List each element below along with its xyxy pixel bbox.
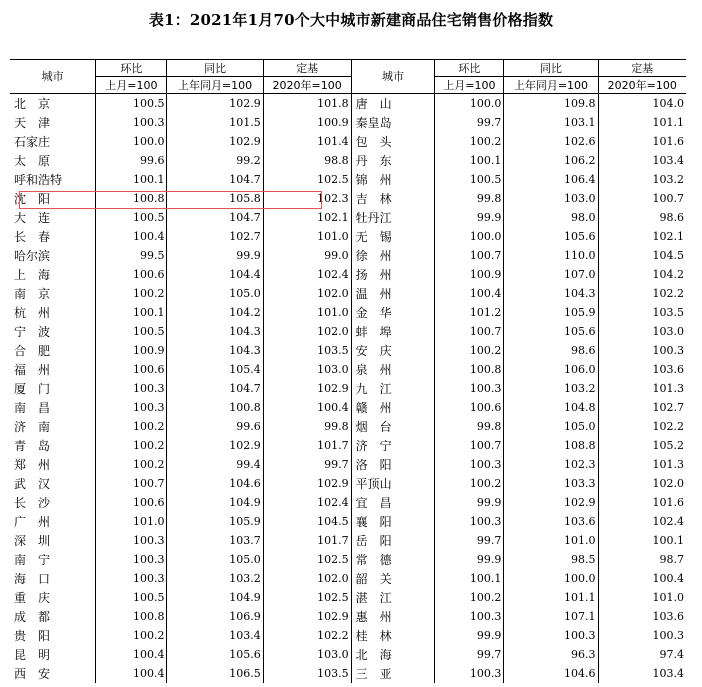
value-base-left: 103.0 bbox=[263, 645, 351, 664]
table-row bbox=[10, 417, 686, 436]
value-base-left: 104.5 bbox=[263, 512, 351, 531]
value-base-left: 102.5 bbox=[263, 170, 351, 189]
value-yoy-left: 99.9 bbox=[167, 246, 263, 265]
value-mom-left: 100.3 bbox=[96, 531, 167, 550]
value-mom-right: 99.9 bbox=[435, 208, 504, 227]
value-mom-left: 100.3 bbox=[96, 569, 167, 588]
value-base-right: 103.5 bbox=[598, 303, 686, 322]
value-mom-right: 100.2 bbox=[435, 588, 504, 607]
city-name-left: 厦 门 bbox=[14, 381, 51, 396]
value-mom-left: 100.3 bbox=[96, 398, 167, 417]
value-yoy-right: 105.6 bbox=[504, 227, 598, 246]
table-row bbox=[10, 265, 686, 284]
value-base-right: 103.4 bbox=[598, 664, 686, 683]
value-base-right: 100.3 bbox=[598, 626, 686, 645]
table-row bbox=[10, 341, 686, 360]
city-name-left: 福 州 bbox=[14, 362, 51, 377]
city-name-left: 成 都 bbox=[14, 609, 51, 624]
value-base-left: 102.1 bbox=[263, 208, 351, 227]
value-base-right: 101.6 bbox=[598, 493, 686, 512]
value-base-left: 99.8 bbox=[263, 417, 351, 436]
price-index-table bbox=[10, 59, 686, 683]
city-name-left: 南 昌 bbox=[14, 400, 51, 415]
city-name-left: 昆 明 bbox=[14, 647, 51, 662]
value-mom-right: 99.7 bbox=[435, 113, 504, 132]
city-name-right: 唐 山 bbox=[351, 94, 435, 114]
header-yoy-sub-left: 上年同月=100 bbox=[167, 77, 263, 94]
value-base-left: 99.0 bbox=[263, 246, 351, 265]
value-mom-left: 100.5 bbox=[96, 94, 167, 114]
table-row bbox=[10, 284, 686, 303]
city-name-right: 惠 州 bbox=[351, 607, 435, 626]
city-name-left: 大 连 bbox=[14, 210, 51, 225]
value-yoy-right: 108.8 bbox=[504, 436, 598, 455]
city-name-right: 九 江 bbox=[351, 379, 435, 398]
value-base-left: 102.3 bbox=[263, 189, 351, 208]
value-mom-right: 99.9 bbox=[435, 626, 504, 645]
value-base-left: 101.7 bbox=[263, 436, 351, 455]
table-row bbox=[10, 322, 686, 341]
value-base-right: 101.3 bbox=[598, 379, 686, 398]
value-base-right: 100.7 bbox=[598, 189, 686, 208]
value-yoy-left: 105.0 bbox=[167, 550, 263, 569]
value-base-right: 102.0 bbox=[598, 474, 686, 493]
city-name-right: 赣 州 bbox=[351, 398, 435, 417]
value-base-right: 103.6 bbox=[598, 360, 686, 379]
table-row bbox=[10, 94, 686, 114]
table-title: 表1：2021年1月70个大中城市新建商品住宅销售价格指数 bbox=[148, 11, 554, 29]
value-yoy-left: 105.0 bbox=[167, 284, 263, 303]
city-name-left: 宁 波 bbox=[14, 324, 51, 339]
value-base-right: 104.0 bbox=[598, 94, 686, 114]
value-base-right: 102.1 bbox=[598, 227, 686, 246]
value-yoy-left: 102.9 bbox=[167, 436, 263, 455]
city-name-left: 石家庄 bbox=[14, 134, 51, 149]
value-mom-left: 99.6 bbox=[96, 151, 167, 170]
table-row bbox=[10, 664, 686, 683]
value-mom-left: 100.2 bbox=[96, 417, 167, 436]
value-base-left: 103.5 bbox=[263, 341, 351, 360]
value-mom-left: 100.4 bbox=[96, 227, 167, 246]
city-name-right: 常 德 bbox=[351, 550, 435, 569]
city-name-left: 沈 阳 bbox=[14, 191, 51, 206]
value-yoy-left: 104.6 bbox=[167, 474, 263, 493]
value-mom-right: 100.3 bbox=[435, 379, 504, 398]
value-mom-left: 100.6 bbox=[96, 360, 167, 379]
header-mom-sub-left: 上月=100 bbox=[96, 77, 167, 94]
city-name-left: 长 春 bbox=[14, 229, 51, 244]
value-yoy-left: 104.7 bbox=[167, 170, 263, 189]
city-name-right: 三 亚 bbox=[351, 664, 435, 683]
table-row bbox=[10, 379, 686, 398]
value-base-left: 102.0 bbox=[263, 569, 351, 588]
value-base-left: 98.8 bbox=[263, 151, 351, 170]
value-mom-left: 100.4 bbox=[96, 645, 167, 664]
value-yoy-right: 106.4 bbox=[504, 170, 598, 189]
value-yoy-left: 104.7 bbox=[167, 379, 263, 398]
value-yoy-left: 105.8 bbox=[167, 189, 263, 208]
city-name-left: 天 津 bbox=[14, 115, 51, 130]
value-mom-right: 100.3 bbox=[435, 607, 504, 626]
value-mom-right: 100.5 bbox=[435, 170, 504, 189]
header-base-left: 定基 bbox=[263, 60, 351, 77]
city-name-right: 襄 阳 bbox=[351, 512, 435, 531]
value-base-right: 101.3 bbox=[598, 455, 686, 474]
value-mom-left: 100.2 bbox=[96, 626, 167, 645]
value-base-left: 99.7 bbox=[263, 455, 351, 474]
value-yoy-right: 98.0 bbox=[504, 208, 598, 227]
value-yoy-right: 103.6 bbox=[504, 512, 598, 531]
value-mom-right: 99.8 bbox=[435, 417, 504, 436]
header-city-right: 城市 bbox=[351, 60, 435, 94]
value-mom-left: 100.2 bbox=[96, 436, 167, 455]
value-yoy-right: 105.6 bbox=[504, 322, 598, 341]
value-yoy-left: 103.4 bbox=[167, 626, 263, 645]
value-yoy-left: 104.3 bbox=[167, 322, 263, 341]
value-yoy-right: 103.2 bbox=[504, 379, 598, 398]
value-mom-right: 100.2 bbox=[435, 474, 504, 493]
value-yoy-right: 101.1 bbox=[504, 588, 598, 607]
city-name-left: 上 海 bbox=[14, 267, 51, 282]
header-base-right: 定基 bbox=[598, 60, 686, 77]
value-yoy-left: 106.5 bbox=[167, 664, 263, 683]
value-mom-left: 100.2 bbox=[96, 284, 167, 303]
value-mom-left: 100.3 bbox=[96, 550, 167, 569]
value-mom-right: 99.9 bbox=[435, 493, 504, 512]
value-mom-right: 100.3 bbox=[435, 664, 504, 683]
table-row bbox=[10, 474, 686, 493]
city-name-right: 秦皇岛 bbox=[351, 113, 435, 132]
value-base-left: 100.9 bbox=[263, 113, 351, 132]
header-row-sub bbox=[10, 77, 686, 94]
table-row bbox=[10, 512, 686, 531]
table-row bbox=[10, 607, 686, 626]
table-row bbox=[10, 455, 686, 474]
value-base-right: 104.2 bbox=[598, 265, 686, 284]
value-base-left: 101.0 bbox=[263, 227, 351, 246]
value-yoy-left: 104.9 bbox=[167, 493, 263, 512]
value-yoy-left: 99.6 bbox=[167, 417, 263, 436]
value-mom-left: 100.6 bbox=[96, 493, 167, 512]
value-mom-left: 100.5 bbox=[96, 588, 167, 607]
value-mom-left: 99.5 bbox=[96, 246, 167, 265]
value-yoy-left: 102.7 bbox=[167, 227, 263, 246]
value-base-left: 102.5 bbox=[263, 588, 351, 607]
value-base-left: 102.2 bbox=[263, 626, 351, 645]
table-row bbox=[10, 550, 686, 569]
city-name-right: 蚌 埠 bbox=[351, 322, 435, 341]
value-mom-right: 100.7 bbox=[435, 322, 504, 341]
city-name-left: 合 肥 bbox=[14, 343, 51, 358]
table-row bbox=[10, 246, 686, 265]
city-name-right: 济 宁 bbox=[351, 436, 435, 455]
header-base-sub-left: 2020年=100 bbox=[263, 77, 351, 94]
value-mom-right: 99.7 bbox=[435, 531, 504, 550]
value-mom-right: 100.9 bbox=[435, 265, 504, 284]
value-mom-left: 100.4 bbox=[96, 664, 167, 683]
city-name-right: 岳 阳 bbox=[351, 531, 435, 550]
value-yoy-right: 102.9 bbox=[504, 493, 598, 512]
value-base-right: 100.4 bbox=[598, 569, 686, 588]
table-row bbox=[10, 436, 686, 455]
value-yoy-left: 102.9 bbox=[167, 94, 263, 114]
value-yoy-right: 100.3 bbox=[504, 626, 598, 645]
value-base-right: 100.1 bbox=[598, 531, 686, 550]
header-mom-sub-right: 上月=100 bbox=[435, 77, 504, 94]
city-name-right: 吉 林 bbox=[351, 189, 435, 208]
value-yoy-left: 103.7 bbox=[167, 531, 263, 550]
value-yoy-right: 110.0 bbox=[504, 246, 598, 265]
value-yoy-left: 106.9 bbox=[167, 607, 263, 626]
value-yoy-right: 107.1 bbox=[504, 607, 598, 626]
value-mom-right: 100.7 bbox=[435, 436, 504, 455]
header-yoy-sub-right: 上年同月=100 bbox=[504, 77, 598, 94]
value-yoy-right: 104.8 bbox=[504, 398, 598, 417]
table-row bbox=[10, 569, 686, 588]
value-yoy-left: 100.8 bbox=[167, 398, 263, 417]
city-name-right: 北 海 bbox=[351, 645, 435, 664]
city-name-left: 杭 州 bbox=[14, 305, 51, 320]
table-row bbox=[10, 626, 686, 645]
table-body bbox=[10, 60, 686, 684]
header-yoy-right: 同比 bbox=[504, 60, 598, 77]
value-mom-left: 100.5 bbox=[96, 208, 167, 227]
city-name-left: 南 京 bbox=[14, 286, 51, 301]
value-mom-right: 100.0 bbox=[435, 94, 504, 114]
city-name-left: 长 沙 bbox=[14, 495, 51, 510]
value-base-right: 102.7 bbox=[598, 398, 686, 417]
value-yoy-right: 107.0 bbox=[504, 265, 598, 284]
table-row bbox=[10, 227, 686, 246]
city-name-right: 锦 州 bbox=[351, 170, 435, 189]
value-yoy-left: 104.4 bbox=[167, 265, 263, 284]
city-name-right: 徐 州 bbox=[351, 246, 435, 265]
value-base-left: 102.5 bbox=[263, 550, 351, 569]
header-yoy-left: 同比 bbox=[167, 60, 263, 77]
value-mom-right: 100.0 bbox=[435, 227, 504, 246]
city-name-right: 烟 台 bbox=[351, 417, 435, 436]
value-mom-left: 100.1 bbox=[96, 303, 167, 322]
value-yoy-left: 101.5 bbox=[167, 113, 263, 132]
city-name-right: 温 州 bbox=[351, 284, 435, 303]
value-mom-left: 100.3 bbox=[96, 379, 167, 398]
value-base-right: 101.1 bbox=[598, 113, 686, 132]
city-name-right: 金 华 bbox=[351, 303, 435, 322]
table-row bbox=[10, 151, 686, 170]
value-mom-left: 100.3 bbox=[96, 113, 167, 132]
value-yoy-right: 100.0 bbox=[504, 569, 598, 588]
value-base-right: 102.2 bbox=[598, 284, 686, 303]
value-base-left: 103.0 bbox=[263, 360, 351, 379]
value-mom-left: 100.6 bbox=[96, 265, 167, 284]
value-mom-right: 100.8 bbox=[435, 360, 504, 379]
city-name-right: 平顶山 bbox=[351, 474, 435, 493]
header-city-left: 城市 bbox=[10, 60, 96, 94]
value-base-left: 102.0 bbox=[263, 322, 351, 341]
value-yoy-left: 104.7 bbox=[167, 208, 263, 227]
city-name-right: 桂 林 bbox=[351, 626, 435, 645]
value-base-left: 101.8 bbox=[263, 94, 351, 114]
city-name-right: 宜 昌 bbox=[351, 493, 435, 512]
value-yoy-right: 101.0 bbox=[504, 531, 598, 550]
header-base-sub-right: 2020年=100 bbox=[598, 77, 686, 94]
city-name-left: 广 州 bbox=[14, 514, 51, 529]
header-mom-right: 环比 bbox=[435, 60, 504, 77]
value-base-right: 102.4 bbox=[598, 512, 686, 531]
value-yoy-left: 105.4 bbox=[167, 360, 263, 379]
table-row bbox=[10, 189, 686, 208]
value-base-left: 101.7 bbox=[263, 531, 351, 550]
value-base-right: 103.0 bbox=[598, 322, 686, 341]
value-mom-right: 100.1 bbox=[435, 151, 504, 170]
city-name-left: 济 南 bbox=[14, 419, 51, 434]
table-row bbox=[10, 398, 686, 417]
value-base-left: 102.4 bbox=[263, 265, 351, 284]
value-mom-left: 101.0 bbox=[96, 512, 167, 531]
city-name-left: 哈尔滨 bbox=[14, 248, 51, 263]
value-base-right: 98.7 bbox=[598, 550, 686, 569]
city-name-left: 深 圳 bbox=[14, 533, 51, 548]
value-base-right: 103.2 bbox=[598, 170, 686, 189]
value-mom-right: 100.3 bbox=[435, 512, 504, 531]
value-yoy-left: 105.6 bbox=[167, 645, 263, 664]
value-base-right: 100.3 bbox=[598, 341, 686, 360]
table-row bbox=[10, 493, 686, 512]
city-name-left: 北 京 bbox=[14, 96, 51, 111]
value-yoy-right: 106.0 bbox=[504, 360, 598, 379]
value-mom-left: 100.9 bbox=[96, 341, 167, 360]
value-mom-left: 100.5 bbox=[96, 322, 167, 341]
value-yoy-right: 102.6 bbox=[504, 132, 598, 151]
value-yoy-right: 98.6 bbox=[504, 341, 598, 360]
value-base-right: 104.5 bbox=[598, 246, 686, 265]
value-mom-right: 100.1 bbox=[435, 569, 504, 588]
city-name-left: 武 汉 bbox=[14, 476, 51, 491]
value-base-right: 98.6 bbox=[598, 208, 686, 227]
value-yoy-left: 99.4 bbox=[167, 455, 263, 474]
value-mom-right: 99.7 bbox=[435, 645, 504, 664]
city-name-right: 泉 州 bbox=[351, 360, 435, 379]
value-mom-right: 100.2 bbox=[435, 132, 504, 151]
city-name-right: 扬 州 bbox=[351, 265, 435, 284]
city-name-right: 韶 关 bbox=[351, 569, 435, 588]
value-mom-left: 100.7 bbox=[96, 474, 167, 493]
value-mom-left: 100.8 bbox=[96, 607, 167, 626]
value-yoy-left: 99.2 bbox=[167, 151, 263, 170]
value-base-left: 102.4 bbox=[263, 493, 351, 512]
value-base-left: 101.4 bbox=[263, 132, 351, 151]
city-name-left: 太 原 bbox=[14, 153, 51, 168]
value-mom-left: 100.2 bbox=[96, 455, 167, 474]
value-yoy-left: 104.2 bbox=[167, 303, 263, 322]
city-name-right: 湛 江 bbox=[351, 588, 435, 607]
city-name-left: 郑 州 bbox=[14, 457, 51, 472]
table-row bbox=[10, 588, 686, 607]
value-base-right: 105.2 bbox=[598, 436, 686, 455]
value-mom-right: 99.8 bbox=[435, 189, 504, 208]
city-name-left: 贵 阳 bbox=[14, 628, 51, 643]
value-yoy-right: 102.3 bbox=[504, 455, 598, 474]
value-mom-right: 100.3 bbox=[435, 455, 504, 474]
header-mom-left: 环比 bbox=[96, 60, 167, 77]
value-base-right: 103.4 bbox=[598, 151, 686, 170]
value-mom-left: 100.1 bbox=[96, 170, 167, 189]
value-base-right: 102.2 bbox=[598, 417, 686, 436]
table-row bbox=[10, 170, 686, 189]
value-base-left: 102.9 bbox=[263, 379, 351, 398]
value-base-left: 103.5 bbox=[263, 664, 351, 683]
city-name-left: 西 安 bbox=[14, 666, 51, 681]
table-row bbox=[10, 132, 686, 151]
value-base-right: 97.4 bbox=[598, 645, 686, 664]
value-mom-right: 100.2 bbox=[435, 341, 504, 360]
table-row bbox=[10, 208, 686, 227]
city-name-right: 洛 阳 bbox=[351, 455, 435, 474]
value-yoy-left: 105.9 bbox=[167, 512, 263, 531]
value-base-left: 102.9 bbox=[263, 607, 351, 626]
city-name-left: 海 口 bbox=[14, 571, 51, 586]
value-mom-right: 101.2 bbox=[435, 303, 504, 322]
value-base-right: 103.6 bbox=[598, 607, 686, 626]
value-yoy-right: 104.3 bbox=[504, 284, 598, 303]
city-name-right: 丹 东 bbox=[351, 151, 435, 170]
city-name-right: 牡丹江 bbox=[351, 208, 435, 227]
value-mom-left: 100.8 bbox=[96, 189, 167, 208]
value-yoy-right: 98.5 bbox=[504, 550, 598, 569]
city-name-left: 南 宁 bbox=[14, 552, 51, 567]
city-name-right: 包 头 bbox=[351, 132, 435, 151]
table-row bbox=[10, 360, 686, 379]
header-row-top bbox=[10, 60, 686, 77]
value-base-left: 101.0 bbox=[263, 303, 351, 322]
value-yoy-left: 103.2 bbox=[167, 569, 263, 588]
table-row bbox=[10, 113, 686, 132]
value-yoy-right: 105.9 bbox=[504, 303, 598, 322]
value-yoy-left: 102.9 bbox=[167, 132, 263, 151]
value-yoy-right: 109.8 bbox=[504, 94, 598, 114]
value-yoy-left: 104.9 bbox=[167, 588, 263, 607]
value-base-right: 101.6 bbox=[598, 132, 686, 151]
city-name-right: 无 锡 bbox=[351, 227, 435, 246]
value-yoy-right: 96.3 bbox=[504, 645, 598, 664]
table-row bbox=[10, 645, 686, 664]
value-base-left: 102.0 bbox=[263, 284, 351, 303]
value-yoy-right: 103.0 bbox=[504, 189, 598, 208]
value-mom-left: 100.0 bbox=[96, 132, 167, 151]
value-yoy-right: 105.0 bbox=[504, 417, 598, 436]
city-name-right: 安 庆 bbox=[351, 341, 435, 360]
value-yoy-right: 106.2 bbox=[504, 151, 598, 170]
value-mom-right: 99.9 bbox=[435, 550, 504, 569]
value-base-left: 102.9 bbox=[263, 474, 351, 493]
value-yoy-left: 104.3 bbox=[167, 341, 263, 360]
table-row bbox=[10, 531, 686, 550]
value-mom-right: 100.6 bbox=[435, 398, 504, 417]
table-row bbox=[10, 303, 686, 322]
city-name-left: 重 庆 bbox=[14, 590, 51, 605]
value-yoy-right: 103.3 bbox=[504, 474, 598, 493]
value-base-left: 100.4 bbox=[263, 398, 351, 417]
city-name-left: 呼和浩特 bbox=[14, 172, 63, 187]
value-yoy-right: 103.1 bbox=[504, 113, 598, 132]
value-mom-right: 100.7 bbox=[435, 246, 504, 265]
value-yoy-right: 104.6 bbox=[504, 664, 598, 683]
value-base-right: 101.0 bbox=[598, 588, 686, 607]
value-mom-right: 100.4 bbox=[435, 284, 504, 303]
city-name-left: 青 岛 bbox=[14, 438, 51, 453]
